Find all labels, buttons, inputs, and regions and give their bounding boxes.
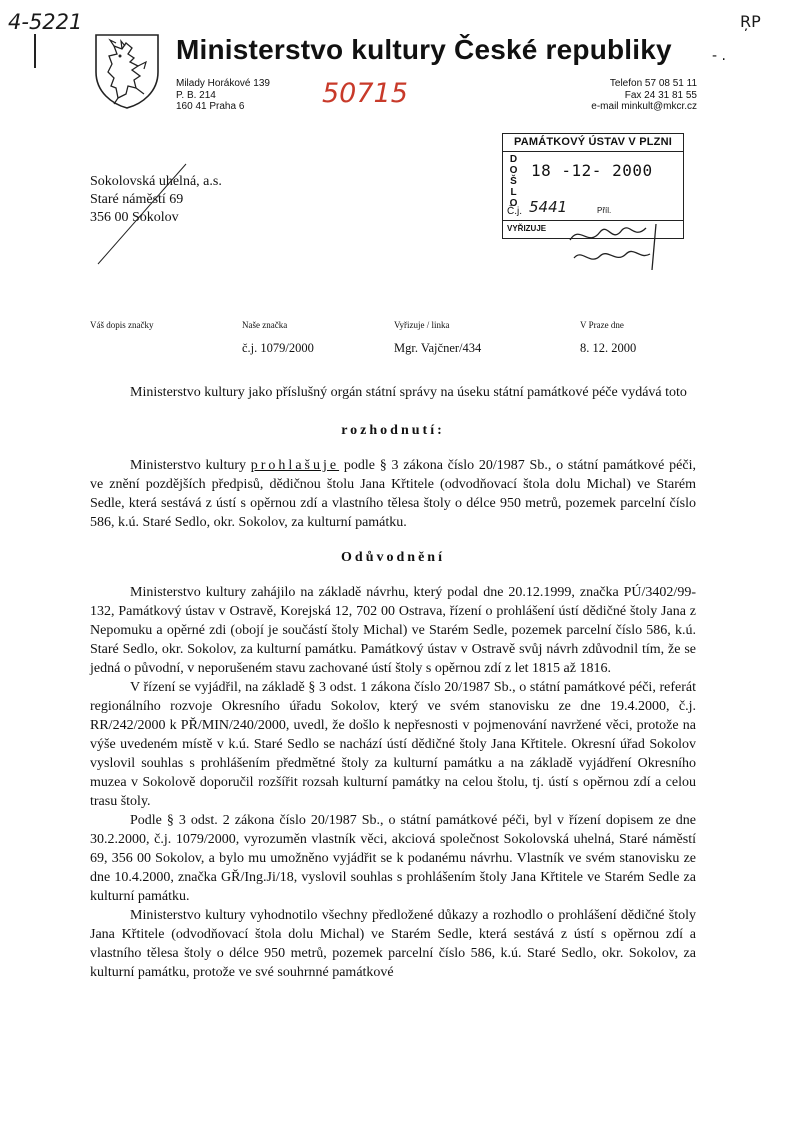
stamp-cj-handwritten: 5441 (529, 198, 568, 216)
ref-label-your: Váš dopis značky (90, 320, 154, 330)
ministry-address (176, 78, 270, 113)
reasoning-heading: Odůvodnění (341, 550, 445, 565)
punch-mark: - . (712, 48, 726, 64)
contact-phone: Telefon 57 08 51 11 (609, 78, 697, 89)
address-line: P. B. 214 (176, 89, 216, 101)
reasoning-paragraph: Podle § 3 odst. 2 zákona číslo 20/1987 Sb., o státní památkové péči, byl v řízení dopisem ze dne 30.2.2000, č.j. 1079/2000, vyrozuměn vlastník věci, akciová společnost Sokolovská uhelná, Staré náměstí 69, 356 00 Sokolov, a bylo mu umožněno vyjádřit se k podanému návrhu. Vlastník ve svém stanovisku ze dne 10.4.2000, značka GŘ/Ing.Ji/18, vyslovil souhlas s prohlášením štoly Jana Křtitele ve Starém Sedle za kulturní památku. (90, 813, 696, 904)
handwritten-signature (560, 218, 670, 276)
decision-paragraph: Ministerstvo kultury prohlašuje podle § 3 zákona číslo 20/1987 Sb., o státní památkové péči, ve znění pozdějších předpisů, dědičnou štolu Jana Křtitele (odvodňovací štola dolu Michal) ve Starém Sedle, která sestává z ústí s opěrnou zdí a vlastního tělesa štoly o délce 950 metrů, pozemek parcelní číslo 586, k.ú. Staré Sedlo, okr. Sokolov, za kulturní památku. (90, 458, 696, 530)
handwritten-margin-stroke (34, 34, 36, 68)
ref-value-handler: Mgr. Vajčner/434 (394, 341, 482, 355)
contact-fax: Fax 24 31 81 55 (624, 89, 697, 101)
stamp-date: 18 -12- 2000 (531, 161, 653, 180)
stamp-vyrizuje-label: VYŘIZUJE (503, 220, 683, 236)
handwritten-top-right-mark: ŖP (740, 12, 761, 31)
stamp-header: PAMÁTKOVÝ ÚSTAV V PLZNI (503, 134, 683, 152)
reasoning-paragraph: Ministerstvo kultury vyhodnotilo všechny předložené důkazy a rozhodlo o prohlášení dědičné štoly Jana Křtitele (odvodňovací štola dolu Michal) ve Starém Sedle, která sestává z ústí s opěrnou zdí a vlastního tělesa štoly o délce 950 metrů, pozemek parcelní číslo 586, k.ú. Staré Sedlo, okr. Sokolov, za kulturní památku, protože ve své souhrnné památkové (90, 908, 696, 980)
handwritten-file-number: 4-5221 (8, 10, 83, 34)
contact-email: e-mail minkult@mkcr.cz (591, 101, 697, 112)
address-line: Milady Horákové 139 (176, 78, 270, 89)
recipient-line: 356 00 Sokolov (90, 210, 179, 225)
address-line: 160 41 Praha 6 (176, 101, 245, 112)
handwritten-red-number: 50715 (322, 78, 408, 109)
recipient-line: Staré náměstí 69 (90, 192, 184, 207)
ref-label-our: Naše značka (242, 320, 288, 330)
stamp-pril-label: Příl. (597, 206, 612, 215)
reasoning-section (90, 583, 696, 982)
ref-value-our: č.j. 1079/2000 (242, 341, 314, 355)
stamp-doslo-label: D O Š L O (509, 154, 518, 209)
ref-label-date: V Praze dne (580, 320, 624, 330)
coat-of-arms-logo (92, 32, 162, 110)
decision-heading: rozhodnutí: (341, 423, 445, 438)
recipient-line: Sokolovská uhelná, a.s. (90, 174, 222, 189)
recipient-diagonal-stroke (94, 160, 194, 270)
reasoning-paragraph: Ministerstvo kultury zahájilo na základě návrhu, který podal dne 20.12.1999, značka PÚ/3402/99-132, Památkový ústav v Ostravě, Korejská 12, 702 00 Ostrava, řízení o prohlášení ústí dědičné štoly Jana z Nepomuku a opěrné zdi (obojí je součástí štoly Michal) ve Starém Sedle, pozemek parcelní číslo 586, k.ú. Staré Sedlo, okr. Sokolov, za kulturní památku. Památkový ústav v Ostravě svůj návrh zdůvodnil tím, že se jedná o původní, v neporušeném stavu zachované ústí štoly s opěrnou zdí z let 1815 až 1816. (90, 585, 696, 676)
ministry-title: Ministerstvo kultury České republiky (176, 34, 672, 65)
ref-label-handler: Vyřizuje / linka (394, 320, 450, 330)
ref-value-date: 8. 12. 2000 (580, 341, 637, 355)
reasoning-paragraph: V řízení se vyjádřil, na základě § 3 odst. 1 zákona číslo 20/1987 Sb., o státní památkové péči, referát regionálního rozvoje Okresního úřadu Sokolov, který ve svém stanovisku ze dne 19.4.2000, č.j. RR/242/2000 k PŘ/MIN/240/2000, uvedl, že došlo k nepřesnosti v pojmenování navržené věci, protože na výše uvedeném místě v k.ú. Staré Sedlo se nachází ústí dědičné štoly Jana Křtitele. Okresní úřad Sokolov vyslovil souhlas s prohlášením předmětné štoly za kulturní památku a na základě vyjádření Okresního muzea v Sokolově doporučil rozšířit rozsah kulturní památky na celou štolu, tj. ústí s opěrnou zdí a celou trasu štoly. (90, 680, 696, 809)
ministry-contact (591, 78, 697, 113)
stamp-cj-label: Č.j. (507, 206, 522, 217)
declares-word: prohlašuje (250, 458, 340, 473)
intro-paragraph: Ministerstvo kultury jako příslušný orgán státní správy na úseku státní památkové péče vydává toto (130, 385, 687, 400)
